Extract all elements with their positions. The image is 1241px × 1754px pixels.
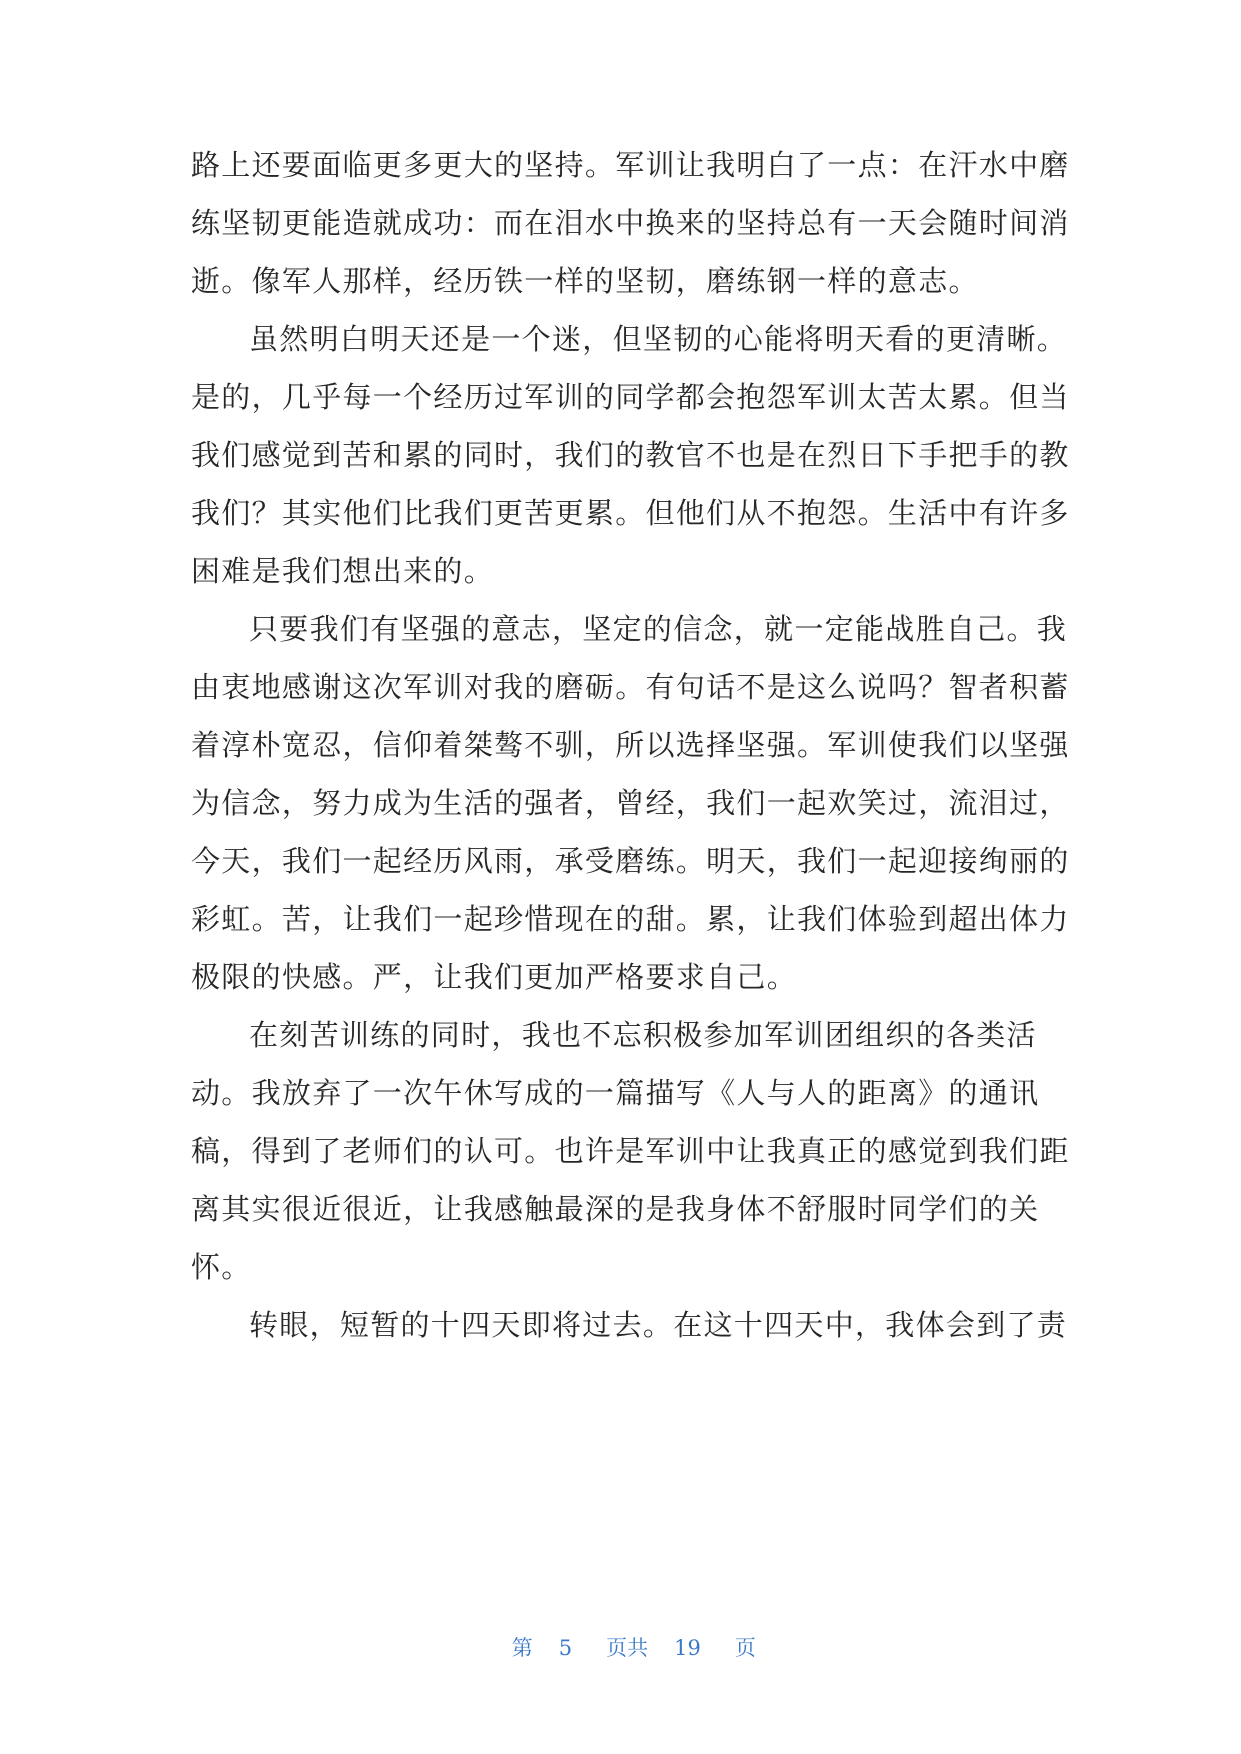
page-footer: [0, 1603, 1241, 1660]
footer-total-pages: 19: [674, 1636, 701, 1660]
body-line: 动。我放弃了一次午休写成的一篇描写《人与人的距离》的通讯: [191, 1076, 1040, 1110]
body-line: 为信念，努力成为生活的强者，曾经，我们一起欢笑过，流泪过，: [191, 786, 1070, 820]
body-line: 路上还要面临更多更大的坚持。军训让我明白了一点：在汗水中磨: [191, 148, 1070, 182]
paragraph-first-line: 虽然明白明天还是一个迷，但坚韧的心能将明天看的更清晰。: [249, 322, 1068, 356]
body-line: 我们？其实他们比我们更苦更累。但他们从不抱怨。生活中有许多: [191, 496, 1070, 530]
footer-page-number: 5: [558, 1636, 573, 1660]
footer-di: 第: [511, 1636, 533, 1660]
body-line: 稿，得到了老师们的认可。也许是军训中让我真正的感觉到我们距: [191, 1134, 1070, 1168]
body-line: 今天，我们一起经历风雨，承受磨练。明天，我们一起迎接绚丽的: [191, 844, 1070, 878]
footer-ye: 页: [734, 1636, 756, 1660]
body-line: 由衷地感谢这次军训对我的磨砺。有句话不是这么说吗？智者积蓄: [191, 670, 1070, 704]
body-line: 是的，几乎每一个经历过军训的同学都会抱怨军训太苦太累。但当: [191, 380, 1070, 414]
body-line: 困难是我们想出来的。: [191, 554, 495, 588]
paragraph-first-line: 在刻苦训练的同时，我也不忘积极参加军训团组织的各类活: [249, 1018, 1037, 1052]
body-line: 怀。: [191, 1250, 252, 1284]
body-line: 着淳朴宽忍，信仰着桀骜不驯，所以选择坚强。军训使我们以坚强: [191, 728, 1070, 762]
paragraph-first-line: 只要我们有坚强的意志，坚定的信念，就一定能战胜自己。我: [249, 612, 1068, 646]
body-line: 逝。像军人那样，经历铁一样的坚韧，磨练钢一样的意志。: [191, 264, 979, 298]
paragraph-first-line: 转眼，短暂的十四天即将过去。在这十四天中，我体会到了责: [249, 1308, 1068, 1342]
body-line: 极限的快感。严，让我们更加严格要求自己。: [191, 960, 798, 994]
body-line: 练坚韧更能造就成功：而在泪水中换来的坚持总有一天会随时间消: [191, 206, 1070, 240]
body-line: 离其实很近很近，让我感触最深的是我身体不舒服时同学们的关: [191, 1192, 1040, 1226]
footer-ye-gong: 页共: [606, 1636, 649, 1660]
body-line: 彩虹。苦，让我们一起珍惜现在的甜。累，让我们体验到超出体力: [191, 902, 1070, 936]
body-line: 我们感觉到苦和累的同时，我们的教官不也是在烈日下手把手的教: [191, 438, 1070, 472]
